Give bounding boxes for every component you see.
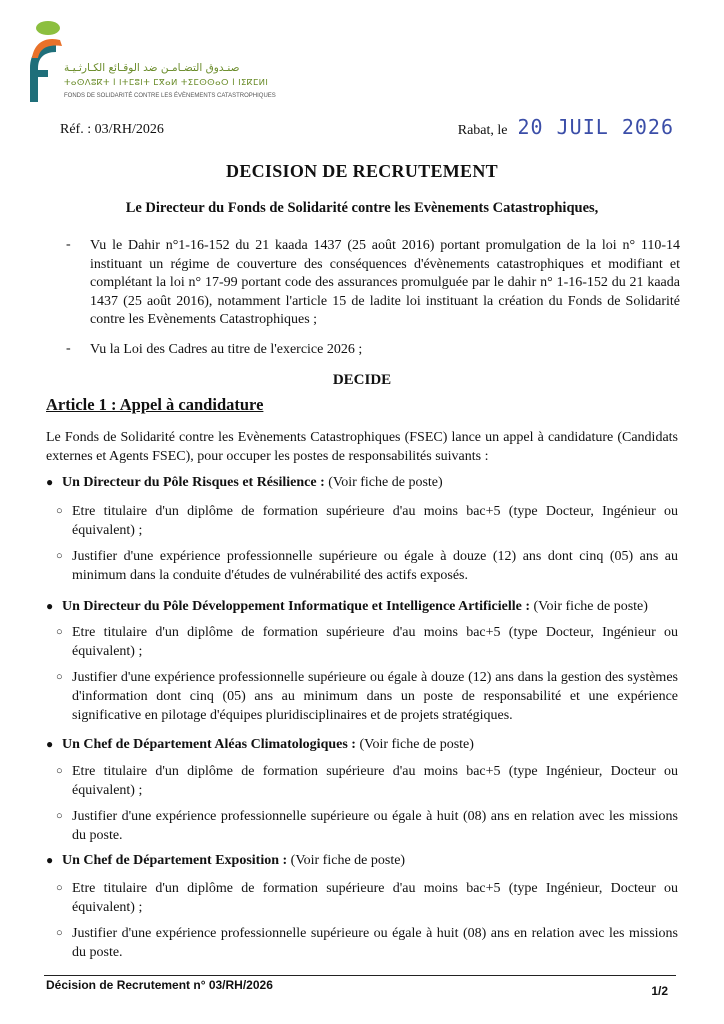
criterion [58,924,678,962]
page-title: DECISION DE RECRUTEMENT [226,161,498,181]
place-label: Rabat, le [457,123,508,138]
criterion-text: Justifier d'une expérience professionnelle supérieure ou égale à douze (12) ans dans la gestion des systèmes d'information dont cinq (05) ans au minimum dans un poste de responsabilité et une expérience significative en pilotage d'équipes pluridisciplinaires et de projets stratégiques. [72,670,678,723]
article-1-intro: Le Fonds de Solidarité contre les Evènements Catastrophiques (FSEC) lance un appel à candidature (Candidats externes et Agents FSEC), pour occuper les postes de responsabilités suivants : [46,430,678,464]
post-name: Un Chef de Département Exposition : [62,853,288,868]
bullet-icon: ● [46,599,54,613]
consideration-dahir: Vu le Dahir n°1-16-152 du 21 kaada 1437 (25 août 2016) portant promulgation de la loi n° 110-14 instituant un régime de couverture des conséquences d'évènements catastrophiques et modifiant et complétant la loi n° 17-99 portant code des assurances promulguée par le dahir n° 1-16-152 du 21 kaada 1437 (25 août 2016), notamment l'article 15 de ladite loi instituant la création du Fonds de Solidarité contre les Evènements Catastrophiques ; [90,238,680,327]
criterion-text: Justifier d'une expérience professionnelle supérieure ou égale à douze (12) ans dont cinq (05) ans au minimum dans la conduite d'études de vulnérabilité des actifs exposés. [72,549,678,583]
post-name: Un Chef de Département Aléas Climatologiques : [62,737,356,752]
bullet-icon: ● [46,853,54,867]
post-note: (Voir fiche de poste) [530,599,648,614]
post-item [46,851,686,870]
criterion-text: Etre titulaire d'un diplôme de formation supérieure d'au moins bac+5 (type Docteur, Ingénieur ou équivalent) ; [72,504,678,538]
circle-bullet-icon: ○ [56,671,63,683]
post-note: (Voir fiche de poste) [355,737,474,752]
bullet-icon: ● [46,737,54,751]
circle-bullet-icon: ○ [56,927,63,939]
date-stamp: 20 JUIL 2026 [517,115,674,139]
circle-bullet-icon: ○ [56,765,63,777]
consideration-dash: - [66,237,71,252]
footer-divider [44,975,676,976]
circle-bullet-icon: ○ [56,626,63,638]
criterion-text: Justifier d'une expérience professionnelle supérieure ou égale à huit (08) ans en relation avec les missions du poste. [72,926,678,960]
page-number: 1/2 [651,984,668,998]
footer-document-name: Décision de Recrutement n° 03/RH/2026 [46,978,273,992]
fsec-logo [26,18,276,110]
post-name: Un Directeur du Pôle Développement Informatique et Intelligence Artificielle : [62,599,530,614]
post-item [46,735,686,754]
bullet-icon: ● [46,475,54,489]
post-item [46,473,686,492]
criterion [58,879,678,917]
circle-bullet-icon: ○ [56,505,63,517]
criterion-text: Etre titulaire d'un diplôme de formation supérieure d'au moins bac+5 (type Ingénieur, Docteur ou équivalent) ; [72,764,678,798]
authority-line: Le Directeur du Fonds de Solidarité contre les Evènements Catastrophiques, [125,200,599,216]
logo-french-text: FONDS DE SOLIDARITÉ CONTRE LES ÉVÈNEMENTS CATASTROPHIQUES [64,93,276,99]
fsec-logo-icon [26,18,66,110]
decide-heading: DECIDE [332,372,392,388]
criterion-text: Justifier d'une expérience professionnelle supérieure ou égale à huit (08) ans en relation avec les missions du poste. [72,809,678,843]
post-note: (Voir fiche de poste) [287,853,406,868]
criterion [58,762,678,800]
article-1-title: Article 1 : Appel à candidature [46,395,264,414]
circle-bullet-icon: ○ [56,810,63,822]
circle-bullet-icon: ○ [56,882,63,894]
criterion [58,807,678,845]
post-item [46,597,686,616]
consideration-dash: - [66,341,71,356]
post-name: Un Directeur du Pôle Risques et Résilience : [62,475,325,490]
criterion [58,623,678,661]
logo-arabic-text: صنـدوق التضـامـن ضد الوقـائع الكـارثـيـة [64,62,240,74]
consideration-loi-cadres: Vu la Loi des Cadres au titre de l'exercice 2026 ; [90,342,363,357]
criterion [58,668,678,725]
post-note: (Voir fiche de poste) [324,475,443,490]
logo-tifinagh-text: ⵜⴰⵙⴷⵓⴽⵜ Ⅰ ⵏⵜⵎⵓⵏⵜ ⵎⴳⴰⵍ ⵜⵉⵎⵙⵙⴰⵔ Ⅰ ⵏⵉⴽⵎⵍⵏ [64,78,269,88]
criterion [58,502,678,540]
reference-number: Réf. : 03/RH/2026 [60,122,164,137]
circle-bullet-icon: ○ [56,550,63,562]
criterion [58,547,678,585]
criterion-text: Etre titulaire d'un diplôme de formation supérieure d'au moins bac+5 (type Docteur, Ingénieur ou équivalent) ; [72,625,678,659]
place-date [458,115,674,139]
criterion-text: Etre titulaire d'un diplôme de formation supérieure d'au moins bac+5 (type Ingénieur, Docteur ou équivalent) ; [72,881,678,915]
